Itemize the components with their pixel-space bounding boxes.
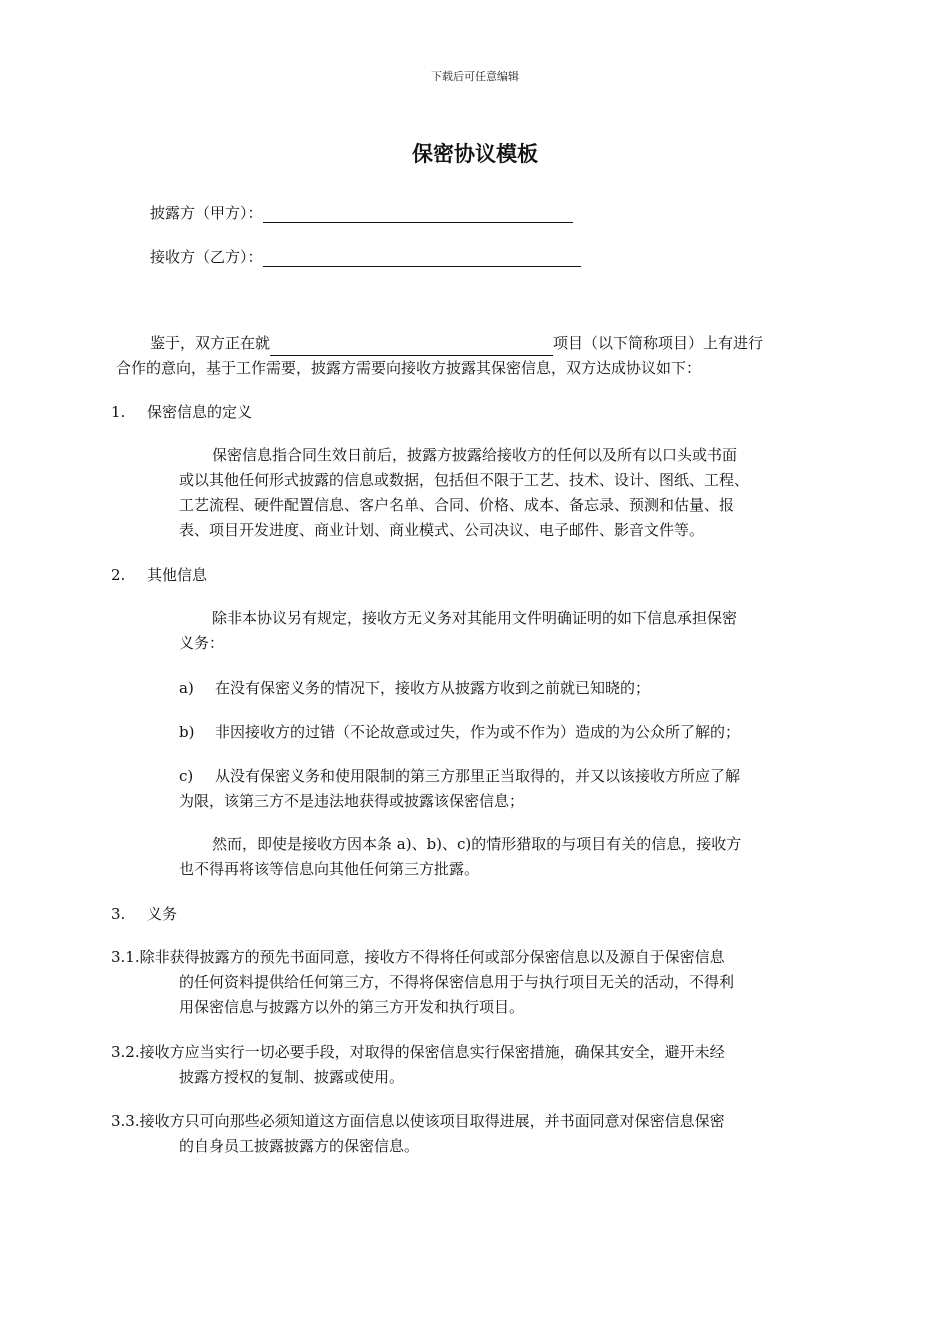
section1-line: 保密信息指合同生效日前后，披露方披露给接收方的任何以及所有以口头或书面 xyxy=(212,446,738,464)
section3-heading: 义务 xyxy=(147,905,178,923)
section1-line: 工艺流程、硬件配置信息、客户名单、合同、价格、成本、备忘录、预测和估量、报 xyxy=(179,496,735,514)
intro-text-b: 项目（以下简称项目）上有进行 xyxy=(553,334,764,352)
section2-heading-row xyxy=(111,563,207,588)
section1-number: 1. xyxy=(111,403,126,421)
section1-line: 表、项目开发进度、商业计划、商业模式、公司决议、电子邮件、影音文件等。 xyxy=(179,521,705,539)
list-item-c xyxy=(179,764,740,789)
list-marker: a) xyxy=(179,679,194,697)
section2-heading: 其他信息 xyxy=(147,566,208,584)
clause-continuation: 的自身员工披露披露方的保密信息。 xyxy=(179,1137,420,1155)
clause-number: 3.1. xyxy=(111,948,140,966)
clause-number: 3.3. xyxy=(111,1112,140,1130)
disclosing-party-row xyxy=(150,202,573,223)
receiving-party-row xyxy=(150,246,581,267)
intro-line-2: 合作的意向，基于工作需要，披露方需要向接收方披露其保密信息，双方达成协议如下： xyxy=(116,359,702,377)
clause-text: 接收方应当实行一切必要手段，对取得的保密信息实行保密措施，确保其安全，避开未经 xyxy=(139,1043,725,1061)
list-marker: c) xyxy=(179,767,194,785)
section2-intro-line: 义务： xyxy=(179,634,225,652)
clause-continuation: 披露方授权的复制、披露或使用。 xyxy=(179,1068,405,1086)
intro-line-1 xyxy=(150,331,763,356)
clause-text: 接收方只可向那些必须知道这方面信息以使该项目取得进展，并书面同意对保密信息保密 xyxy=(139,1112,725,1130)
list-item-text: 从没有保密义务和使用限制的第三方那里正当取得的，并又以该接收方所应了解 xyxy=(215,767,741,785)
clause-continuation: 的任何资料提供给任何第三方，不得将保密信息用于与执行项目无关的活动，不得利 xyxy=(179,973,735,991)
clause-3-2 xyxy=(111,1040,725,1065)
section1-heading: 保密信息的定义 xyxy=(147,403,253,421)
list-item-a xyxy=(179,676,650,701)
section2-number: 2. xyxy=(111,566,126,584)
list-item-b xyxy=(179,720,740,745)
clause-number: 3.2. xyxy=(111,1043,140,1061)
section1-heading-row xyxy=(111,400,252,425)
section1-line: 或以其他任何形式披露的信息或数据，包括但不限于工艺、技术、设计、图纸、工程、 xyxy=(179,471,750,489)
clause-text: 除非获得披露方的预先书面同意，接收方不得将任何或部分保密信息以及源自于保密信息 xyxy=(139,948,725,966)
list-marker: b) xyxy=(179,723,195,741)
clause-3-1 xyxy=(111,945,725,970)
list-item-text: 在没有保密义务的情况下，接收方从披露方收到之前就已知晓的； xyxy=(215,679,651,697)
intro-text-a: 鉴于，双方正在就 xyxy=(150,334,271,352)
receiving-party-label: 接收方（乙方）： xyxy=(150,248,263,266)
section3-heading-row xyxy=(111,902,177,927)
project-name-blank[interactable] xyxy=(270,337,553,356)
disclosing-party-label: 披露方（甲方）： xyxy=(150,204,263,222)
section2-intro-line: 除非本协议另有规定，接收方无义务对其能用文件明确证明的如下信息承担保密 xyxy=(212,609,738,627)
clause-continuation: 用保密信息与披露方以外的第三方开发和执行项目。 xyxy=(179,998,525,1016)
section3-number: 3. xyxy=(111,905,126,923)
list-item-c-continuation: 为限，该第三方不是违法地获得或披露该保密信息； xyxy=(179,792,525,810)
list-item-text: 非因接收方的过错（不论故意或过失，作为或不作为）造成的为公众所了解的； xyxy=(215,723,741,741)
header-note: 下载后可任意编辑 xyxy=(431,70,519,83)
disclosing-party-blank[interactable] xyxy=(263,206,573,223)
section2-closing-line: 也不得再将该等信息向其他任何第三方批露。 xyxy=(179,860,480,878)
clause-3-3 xyxy=(111,1109,725,1134)
receiving-party-blank[interactable] xyxy=(263,250,581,267)
section2-closing-line: 然而，即使是接收方因本条 a)、b)、c)的情形猎取的与项目有关的信息，接收方 xyxy=(212,835,742,853)
document-title: 保密协议模板 xyxy=(412,142,538,166)
